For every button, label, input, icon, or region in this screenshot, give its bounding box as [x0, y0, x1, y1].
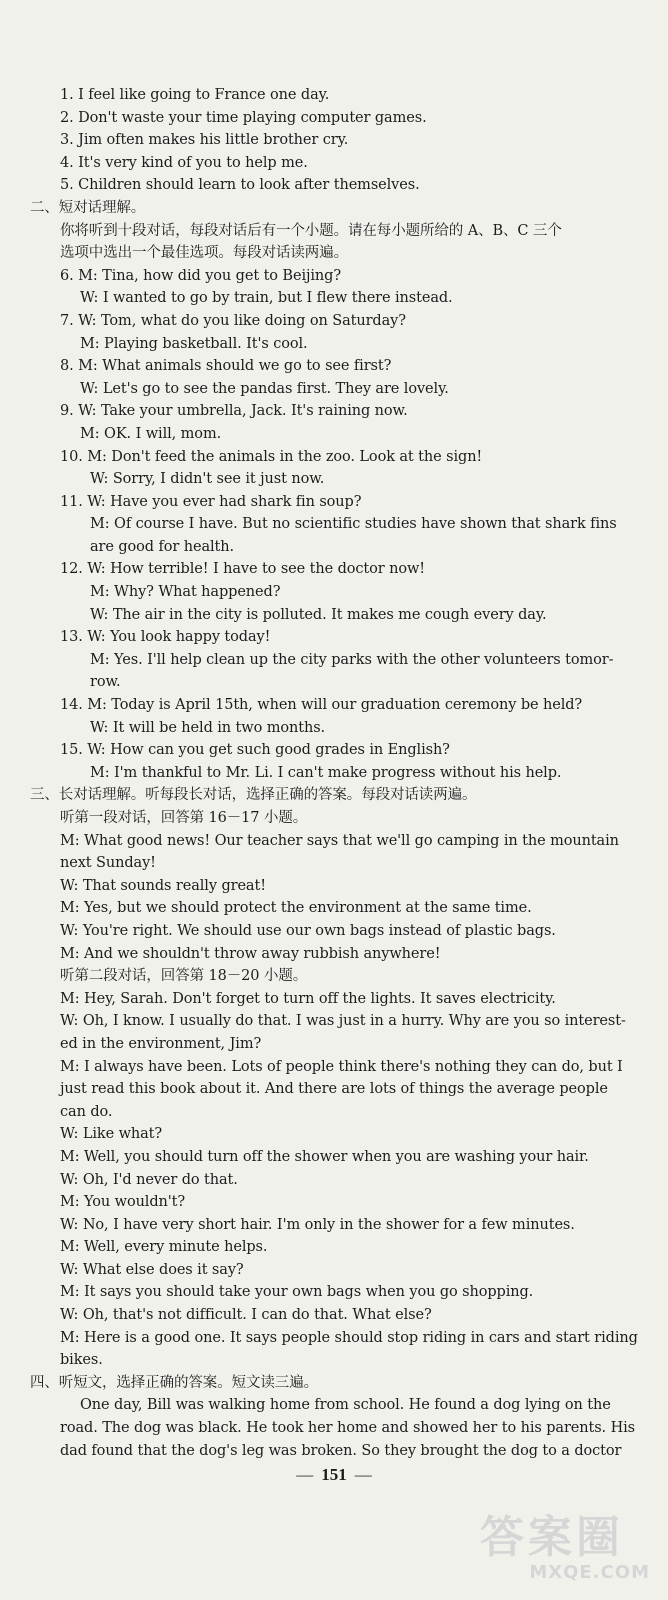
text-line: 1. I feel like going to France one day.: [60, 87, 330, 103]
dialogue-line: 7. W: Tom, what do you like doing on Saturday?: [60, 312, 406, 329]
dialogue-line: can do.: [60, 1103, 113, 1120]
dialogue-line: W: What else does it say?: [60, 1261, 244, 1278]
dialogue-line: M: Here is a good one. It says people should stop riding in cars and start riding: [60, 1329, 638, 1346]
passage-line: road. The dog was black. He took her home and showed her to his parents. His: [60, 1420, 635, 1437]
page-footer: — 151 —: [296, 1465, 372, 1484]
dialogue-line: W: It will be held in two months.: [90, 719, 326, 736]
dialogue-line: 9. W: Take your umbrella, Jack. It's raining now.: [60, 403, 408, 420]
dialogue-line: M: And we shouldn't throw away rubbish anywhere!: [60, 945, 441, 962]
dialogue-line: W: Oh, I know. I usually do that. I was just in a hurry. Why are you so interest-: [60, 1013, 626, 1030]
dialogue-line: W: No, I have very short hair. I'm only in the shower for a few minutes.: [60, 1216, 575, 1233]
dialogue-line: just read this book about it. And there are lots of things the average people: [60, 1081, 608, 1098]
instruction-line: 听第二段对话，回答第 18－20 小题。: [60, 968, 308, 985]
dialogue-line: W: Oh, that's not difficult. I can do that. What else?: [60, 1307, 432, 1324]
dialogue-line: M: I always have been. Lots of people think there's nothing they can do, but I: [60, 1058, 623, 1075]
text-line: 2. Don't waste your time playing computer games.: [60, 109, 427, 126]
section-heading: 二、短对话理解。: [30, 199, 146, 216]
section-heading: 四、听短文，选择正确的答案。短文读三遍。: [30, 1374, 318, 1391]
dialogue-line: M: You wouldn't?: [60, 1194, 186, 1211]
watermark-logo: 答案圈: [480, 1512, 624, 1563]
watermark: [480, 1514, 650, 1584]
dialogue-line: M: Yes. I'll help clean up the city parks with the other volunteers tomor-: [90, 651, 614, 668]
dialogue-line: next Sunday!: [60, 855, 156, 872]
dialogue-line: bikes.: [60, 1352, 103, 1369]
watermark-url: MXQE.COM: [529, 1562, 650, 1583]
dialogue-line: W: You're right. We should use our own bags instead of plastic bags.: [60, 922, 556, 939]
dialogue-line: 6. M: Tina, how did you get to Beijing?: [60, 267, 342, 284]
dialogue-line: M: Playing basketball. It's cool.: [80, 335, 308, 352]
instruction-line: 你将听到十段对话，每段对话后有一个小题。请在每小题所给的 A、B、C 三个: [60, 222, 562, 239]
dialogue-line: W: Like what?: [60, 1126, 163, 1143]
dialogue-line: 11. W: Have you ever had shark fin soup?: [60, 493, 362, 510]
dialogue-line: M: I'm thankful to Mr. Li. I can't make progress without his help.: [90, 764, 562, 781]
dialogue-line: M: Of course I have. But no scientific studies have shown that shark fins: [90, 516, 617, 533]
text-line: 3. Jim often makes his little brother cry.: [60, 132, 349, 149]
dialogue-line: M: Why? What happened?: [90, 584, 281, 601]
dialogue-line: row.: [90, 674, 121, 691]
dialogue-line: 8. M: What animals should we go to see first?: [60, 358, 392, 375]
dialogue-line: M: What good news! Our teacher says that we'll go camping in the mountain: [60, 832, 619, 849]
dialogue-line: 12. W: How terrible! I have to see the doctor now!: [60, 561, 426, 578]
dialogue-line: W: Let's go to see the pandas first. They are lovely.: [80, 380, 449, 397]
instruction-line: 听第一段对话，回答第 16－17 小题。: [60, 810, 308, 826]
dialogue-line: W: Oh, I'd never do that.: [60, 1171, 238, 1188]
dialogue-line: M: It says you should take your own bags when you go shopping.: [60, 1284, 534, 1301]
text-line: 4. It's very kind of you to help me.: [60, 154, 308, 171]
dialogue-line: W: I wanted to go by train, but I flew there instead.: [80, 290, 453, 307]
passage-line: One day, Bill was walking home from school. He found a dog lying on the: [80, 1397, 611, 1414]
dialogue-line: W: That sounds really great!: [60, 877, 266, 894]
instruction-line: 选项中选出一个最佳选项。每段对话读两遍。: [60, 245, 348, 262]
dialogue-line: M: Hey, Sarah. Don't forget to turn off the lights. It saves electricity.: [60, 990, 556, 1007]
dialogue-line: W: Sorry, I didn't see it just now.: [90, 471, 325, 488]
dialogue-line: M: Yes, but we should protect the environment at the same time.: [60, 900, 532, 917]
text-line: 5. Children should learn to look after themselves.: [60, 177, 420, 194]
dialogue-line: 10. M: Don't feed the animals in the zoo. Look at the sign!: [60, 448, 483, 465]
section-heading: 三、长对话理解。听每段长对话，选择正确的答案。每段对话读两遍。: [30, 787, 477, 804]
passage-line: dad found that the dog's leg was broken. So they brought the dog to a doctor: [60, 1442, 622, 1459]
dialogue-line: M: Well, every minute helps.: [60, 1239, 268, 1256]
dialogue-line: ed in the environment, Jim?: [60, 1035, 262, 1052]
dialogue-line: M: Well, you should turn off the shower when you are washing your hair.: [60, 1148, 589, 1165]
dialogue-line: 14. M: Today is April 15th, when will our graduation ceremony be held?: [60, 697, 583, 714]
page-number: 151: [321, 1465, 347, 1484]
dialogue-line: M: OK. I will, mom.: [80, 425, 222, 442]
dialogue-line: 13. W: You look happy today!: [60, 629, 271, 646]
dialogue-line: 15. W: How can you get such good grades in English?: [60, 742, 450, 759]
dialogue-line: are good for health.: [90, 538, 235, 555]
page-text: [30, 84, 650, 1462]
dialogue-line: W: The air in the city is polluted. It makes me cough every day.: [90, 606, 547, 623]
